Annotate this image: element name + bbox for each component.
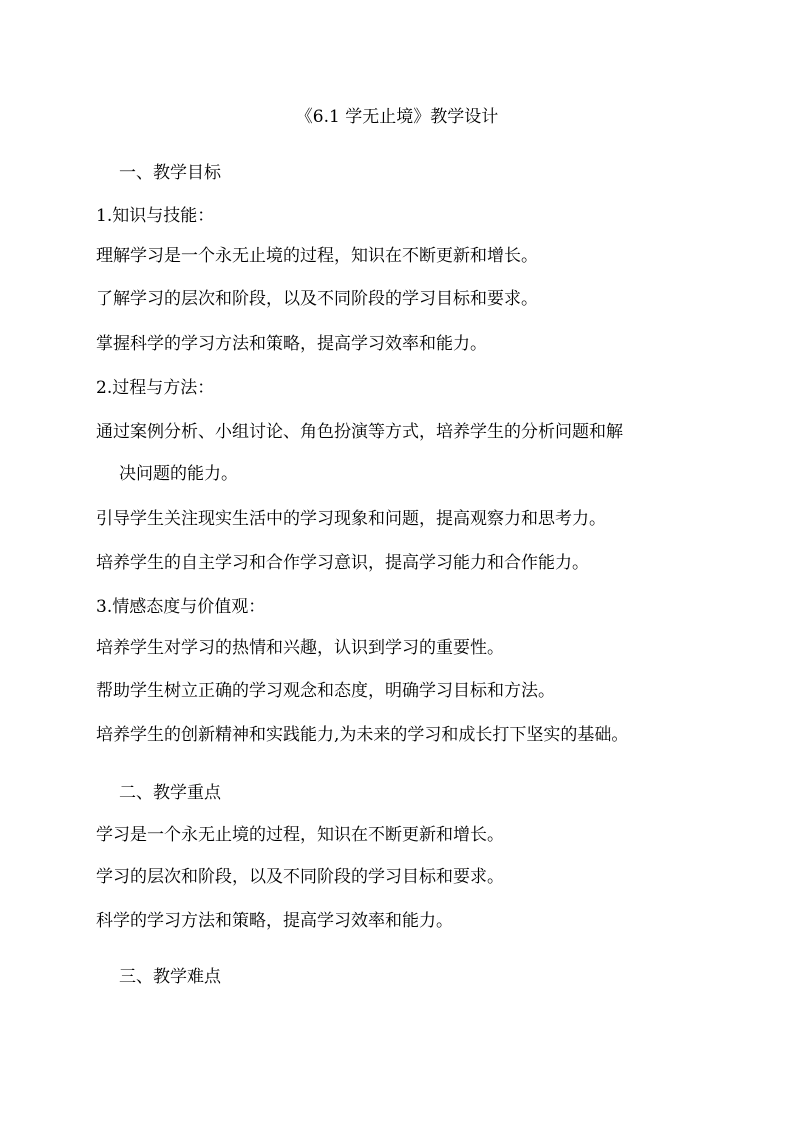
paragraph: 科学的学习方法和策略，提高学习效率和能力。 [96,911,453,931]
section-heading-difficulties: 三、教学难点 [119,967,221,987]
paragraph: 了解学习的层次和阶段，以及不同阶段的学习目标和要求。 [96,289,538,309]
subheading-process-method: 2.过程与方法： [96,378,215,398]
section-heading-key-points: 二、教学重点 [119,783,221,803]
document-title: 《6.1 学无止境》教学设计 [295,107,499,127]
paragraph: 学习的层次和阶段，以及不同阶段的学习目标和要求。 [96,867,504,887]
paragraph: 理解学习是一个永无止境的过程，知识在不断更新和增长。 [96,246,538,266]
paragraph: 引导学生关注现实生活中的学习现象和问题，提高观察力和思考力。 [96,509,606,529]
paragraph: 通过案例分析、小组讨论、角色扮演等方式，培养学生的分析问题和解 [96,422,623,442]
paragraph: 培养学生的自主学习和合作学习意识，提高学习能力和合作能力。 [96,553,589,573]
paragraph: 帮助学生树立正确的学习观念和态度，明确学习目标和方法。 [96,681,555,701]
paragraph-continuation: 决问题的能力。 [119,464,238,484]
paragraph: 掌握科学的学习方法和策略，提高学习效率和能力。 [96,334,487,354]
subheading-knowledge-skills: 1.知识与技能： [96,206,215,226]
paragraph: 培养学生对学习的热情和兴趣，认识到学习的重要性。 [96,638,504,658]
paragraph: 培养学生的创新精神和实践能力,为未来的学习和成长打下坚实的基础。 [96,725,629,745]
subheading-attitude-values: 3.情感态度与价值观： [96,597,266,617]
section-heading-objectives: 一、教学目标 [119,163,221,183]
paragraph: 学习是一个永无止境的过程，知识在不断更新和增长。 [96,825,504,845]
